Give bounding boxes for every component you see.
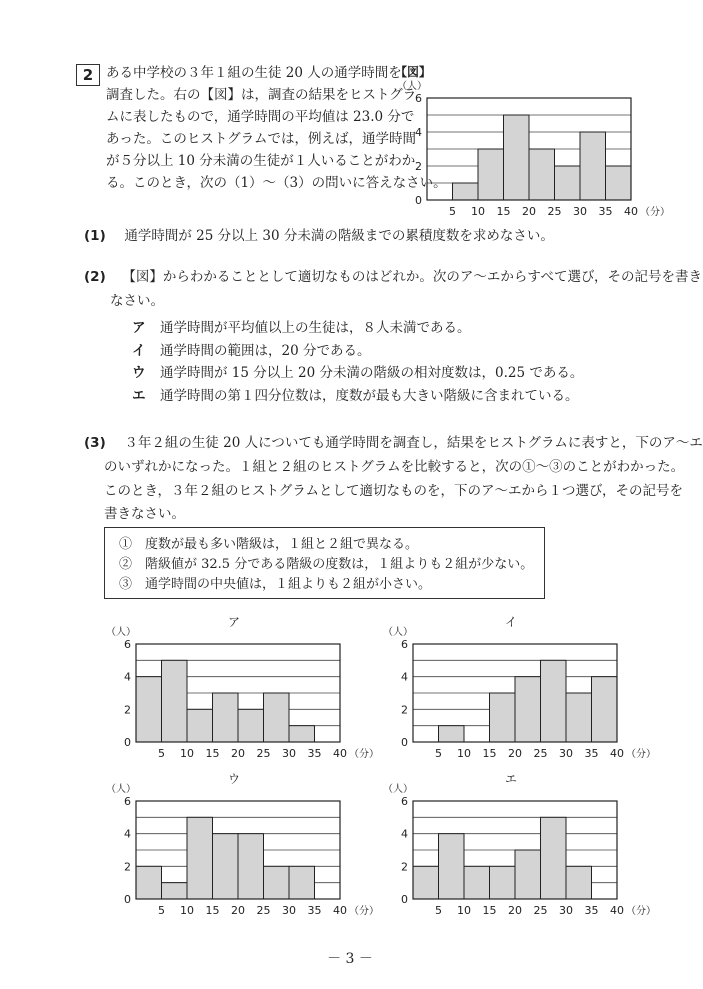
x-unit-label: （分） <box>640 207 670 218</box>
x-tick-label: 35 <box>307 747 322 760</box>
x-tick-label: 40 <box>333 904 347 917</box>
chart-title: イ <box>504 615 518 629</box>
x-unit-label: （分） <box>349 749 379 760</box>
x-tick-label: 5 <box>158 904 165 917</box>
histogram-choice-a[interactable] <box>106 614 379 760</box>
y-tick-label: 4 <box>124 670 131 684</box>
question-3-text-cont: のいずれかになった。１組と２組のヒストグラムを比較すると，次の①〜③のことがわかった。 <box>104 459 685 475</box>
option-text: 通学時間の第１四分位数は，度数が最も大きい階級に含まれている。 <box>160 388 579 404</box>
y-tick-label: 6 <box>124 795 131 808</box>
x-tick-label: 15 <box>482 904 497 917</box>
histogram-bar <box>566 866 592 899</box>
y-tick-label: 2 <box>124 703 131 717</box>
question-3-text-cont: 書きなさい。 <box>104 506 185 522</box>
histogram-choice-e[interactable] <box>383 771 656 917</box>
x-tick-label: 40 <box>333 747 347 760</box>
q2-option-u[interactable] <box>132 362 583 384</box>
intro-line: 調査した。右の【図】は，調査の結果をヒストグラ <box>106 87 417 103</box>
histogram-bar <box>464 866 490 899</box>
question-3-text-cont: このとき，３年２組のヒストグラムとして適切なものを，下のア〜エから１つ選び，その記号を <box>104 483 684 499</box>
histogram-bar <box>413 866 439 899</box>
x-tick-label: 10 <box>180 904 194 917</box>
histogram-bar <box>453 183 479 200</box>
histogram-figure <box>395 62 670 222</box>
histogram-bar <box>162 883 188 899</box>
x-tick-label: 25 <box>256 904 271 917</box>
x-tick-label: 40 <box>624 205 638 218</box>
x-tick-label: 40 <box>610 747 624 760</box>
y-tick-label: 2 <box>401 860 408 874</box>
page-number: － 3 － <box>327 951 373 967</box>
x-unit-label: （分） <box>626 749 656 760</box>
question-2 <box>84 266 702 288</box>
y-unit-label: （人） <box>383 627 413 638</box>
histogram-choice-u[interactable] <box>106 771 379 917</box>
x-tick-label: 30 <box>573 205 587 218</box>
histogram-bar <box>187 817 213 899</box>
histogram-bar <box>264 693 290 742</box>
condition-1: ① 度数が最も多い階級は，１組と２組で異なる。 <box>119 537 419 552</box>
y-tick-label: 6 <box>401 638 408 651</box>
question-3-label: (3) <box>84 435 106 451</box>
x-unit-label: （分） <box>626 906 656 917</box>
y-tick-label: 6 <box>401 795 408 808</box>
x-tick-label: 20 <box>508 904 522 917</box>
x-tick-label: 25 <box>547 205 562 218</box>
histogram-bar <box>187 709 213 742</box>
x-tick-label: 20 <box>522 205 536 218</box>
y-tick-label: 0 <box>415 194 422 207</box>
x-tick-label: 20 <box>231 904 245 917</box>
histogram-bar <box>541 817 567 899</box>
y-tick-label: 4 <box>401 827 408 841</box>
q2-option-e[interactable] <box>132 385 579 407</box>
question-1-text: 通学時間が 25 分以上 30 分未満の階級までの累積度数を求めなさい。 <box>124 228 554 244</box>
option-text: 通学時間が平均値以上の生徒は，８人未満である。 <box>160 320 471 336</box>
y-tick-label: 0 <box>401 736 408 749</box>
x-tick-label: 10 <box>180 747 194 760</box>
intro-line: ある中学校の３年１組の生徒 20 人の通学時間を <box>106 65 402 81</box>
histogram-bar <box>238 834 264 899</box>
y-tick-label: 6 <box>124 638 131 651</box>
histogram-bar <box>136 866 162 899</box>
question-2-text: 【図】からわかることとして適切なものはどれか。次のア〜エからすべて選び，その記号を書き <box>122 269 703 285</box>
chart-title: ウ <box>227 772 241 786</box>
y-unit-label: （人） <box>106 627 136 638</box>
y-tick-label: 4 <box>415 126 422 139</box>
condition-2: ② 階級値が 32.5 分である階級の度数は，１組よりも２組が少ない。 <box>119 557 534 572</box>
chart-title: 【図】 <box>395 65 432 79</box>
histogram-bar <box>162 660 188 742</box>
intro-line: あった。このヒストグラムでは，例えば，通学時間 <box>106 131 416 147</box>
y-tick-label: 4 <box>124 827 131 841</box>
histogram-bar <box>289 726 315 742</box>
y-tick-label: 6 <box>415 92 422 105</box>
x-tick-label: 35 <box>584 747 599 760</box>
x-tick-label: 25 <box>533 904 548 917</box>
y-tick-label: 2 <box>415 160 422 173</box>
histogram-bar <box>555 166 581 200</box>
x-tick-label: 5 <box>435 747 442 760</box>
histogram-bar <box>439 726 465 742</box>
x-tick-label: 15 <box>205 904 220 917</box>
histogram-bar <box>515 677 541 742</box>
x-tick-label: 10 <box>471 205 485 218</box>
x-tick-label: 5 <box>158 747 165 760</box>
histogram-bar <box>592 677 618 742</box>
y-tick-label: 0 <box>124 893 131 906</box>
histogram-bar <box>238 709 264 742</box>
option-key: イ <box>132 343 146 359</box>
y-tick-label: 4 <box>401 670 408 684</box>
histogram-bar <box>213 834 239 899</box>
intro-line: る。このとき，次の（1）〜（3）の問いに答えなさい。 <box>106 175 447 191</box>
intro-line: が５分以上 10 分未満の生徒が１人いることがわか <box>106 153 416 169</box>
y-unit-label: （人） <box>383 784 413 795</box>
x-tick-label: 10 <box>457 747 471 760</box>
question-2-label: (2) <box>84 269 106 285</box>
question-3 <box>84 432 703 454</box>
option-text: 通学時間の範囲は，20 分である。 <box>160 343 371 359</box>
intro-line: ムに表したもので，通学時間の平均値は 23.0 分で <box>106 109 415 125</box>
y-tick-label: 0 <box>124 736 131 749</box>
x-tick-label: 20 <box>231 747 245 760</box>
x-tick-label: 30 <box>559 904 573 917</box>
y-unit-label: （人） <box>397 81 427 92</box>
x-tick-label: 35 <box>584 904 599 917</box>
x-tick-label: 35 <box>598 205 613 218</box>
x-tick-label: 15 <box>496 205 511 218</box>
chart-title: ア <box>227 615 241 629</box>
x-tick-label: 5 <box>449 205 456 218</box>
problem-number: 2 <box>76 64 100 86</box>
histogram-choice-i[interactable] <box>383 614 656 760</box>
histogram-bar <box>289 866 315 899</box>
y-tick-label: 2 <box>124 860 131 874</box>
condition-3: ③ 通学時間の中央値は，１組よりも２組が小さい。 <box>119 577 432 592</box>
question-2-text-cont: なさい。 <box>110 293 164 309</box>
x-tick-label: 25 <box>256 747 271 760</box>
question-3-text: ３年２組の生徒 20 人についても通学時間を調査し，結果をヒストグラムに表すと，下のア〜エ <box>124 435 703 451</box>
conditions-box <box>104 527 545 599</box>
histogram-bar <box>606 166 632 200</box>
x-tick-label: 30 <box>559 747 573 760</box>
histogram-bar <box>490 693 516 742</box>
histogram-bar <box>515 850 541 899</box>
x-tick-label: 15 <box>482 747 497 760</box>
histogram-bar <box>580 132 606 200</box>
x-tick-label: 20 <box>508 747 522 760</box>
x-tick-label: 5 <box>435 904 442 917</box>
histogram-bar <box>541 660 567 742</box>
y-tick-label: 0 <box>401 893 408 906</box>
option-key: ウ <box>132 365 146 381</box>
problem-intro <box>106 62 447 194</box>
option-key: エ <box>132 388 146 404</box>
histogram-bar <box>136 677 162 742</box>
question-1-label: (1) <box>84 228 106 244</box>
histogram-bar <box>478 149 504 200</box>
histogram-bar <box>213 693 239 742</box>
histogram-bar <box>439 834 465 899</box>
x-tick-label: 35 <box>307 904 322 917</box>
x-tick-label: 10 <box>457 904 471 917</box>
y-unit-label: （人） <box>106 784 136 795</box>
option-key: ア <box>132 320 146 336</box>
x-tick-label: 40 <box>610 904 624 917</box>
x-tick-label: 30 <box>282 747 296 760</box>
histogram-bar <box>264 866 290 899</box>
x-tick-label: 30 <box>282 904 296 917</box>
q2-option-a[interactable] <box>132 317 471 339</box>
option-text: 通学時間が 15 分以上 20 分未満の階級の相対度数は，0.25 である。 <box>160 365 584 381</box>
histogram-bar <box>566 693 592 742</box>
histogram-bar <box>529 149 555 200</box>
y-tick-label: 2 <box>401 703 408 717</box>
x-tick-label: 25 <box>533 747 548 760</box>
x-tick-label: 15 <box>205 747 220 760</box>
chart-title: エ <box>504 772 518 786</box>
x-unit-label: （分） <box>349 906 379 917</box>
histogram-bar <box>504 115 530 200</box>
question-1 <box>84 225 554 247</box>
histogram-bar <box>490 866 516 899</box>
q2-option-i[interactable] <box>132 340 370 362</box>
